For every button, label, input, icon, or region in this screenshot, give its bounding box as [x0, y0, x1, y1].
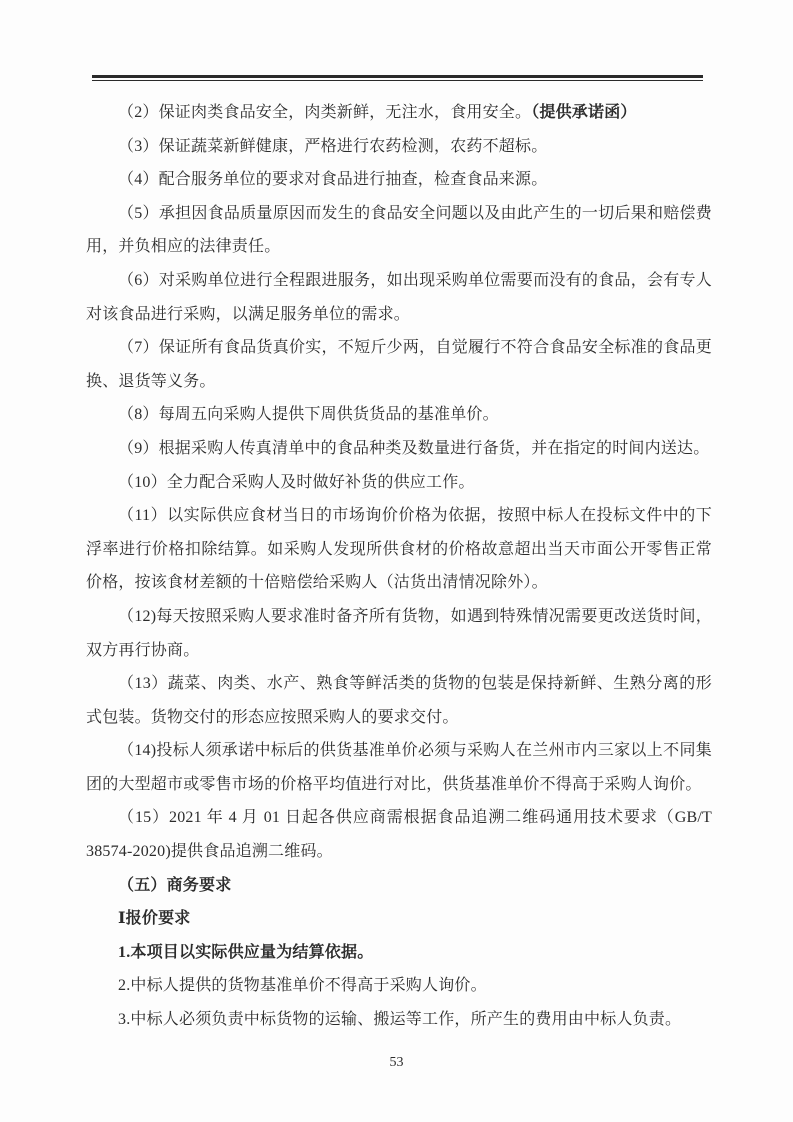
paragraph-1 — [86, 130, 712, 164]
paragraph-11 — [86, 667, 712, 734]
paragraph-run-bold: （五）商务要求 — [118, 876, 232, 894]
paragraph-run: （11）以实际供应食材当日的市场询价价格为依据，按照中标人在投标文件中的下浮率进行价格扣除结算。如采购人发现所供食材的价格故意超出当天市面公开零售正常价格，按该食材差额的十倍赔偿给采购人（沽货出清情况除外）。 — [86, 507, 712, 592]
paragraph-run: （13）蔬菜、肉类、水产、熟食等鲜活类的货物的包装是保持新鲜、生熟分离的形式包装。货物交付的形态应按照采购人的要求交付。 — [86, 675, 712, 726]
paragraph-run: 2.中标人提供的货物基准单价不得高于采购人询价。 — [118, 977, 487, 995]
paragraph-run: （14)投标人须承诺中标后的供货基准单价必须与采购人在兰州市内三家以上不同集团的大型超市或零售市场的价格平均值进行对比，供货基准单价不得高于采购人询价。 — [86, 742, 712, 793]
paragraph-2 — [86, 163, 712, 197]
paragraph-run: （4）配合服务单位的要求对食品进行抽查，检查食品来源。 — [118, 171, 548, 189]
paragraph-run: （7）保证所有食品货真价实，不短斤少两，自觉履行不符合食品安全标准的食品更换、退货等义务。 — [86, 339, 712, 390]
paragraph-run: （10）全力配合采购人及时做好补货的供应工作。 — [118, 473, 475, 491]
paragraph-run: （12)每天按照采购人要求准时备齐所有货物，如遇到特殊情况需要更改送货时间，双方再行协商。 — [86, 607, 712, 659]
paragraph-17 — [86, 969, 712, 1003]
paragraph-8 — [86, 466, 712, 500]
paragraph-12 — [86, 734, 712, 801]
paragraph-7 — [86, 432, 712, 466]
paragraph-run-bold: Ⅰ报价要求 — [118, 910, 191, 928]
paragraph-0 — [86, 96, 712, 130]
paragraph-16 — [86, 936, 712, 970]
paragraph-run: （15）2021 年 4 月 01 日起各供应商需根据食品追溯二维码通用技术要求（GB/T 38574-2020)提供食品追溯二维码。 — [86, 809, 712, 861]
paragraph-6 — [86, 398, 712, 432]
paragraph-15 — [86, 902, 712, 936]
paragraph-10 — [86, 600, 712, 667]
paragraph-14 — [86, 869, 712, 903]
paragraph-18 — [86, 1003, 712, 1037]
paragraph-run-bold: 1.本项目以实际供应量为结算依据。 — [118, 943, 374, 961]
paragraph-9 — [86, 499, 712, 600]
document-body — [86, 96, 712, 1037]
paragraph-13 — [86, 801, 712, 868]
paragraph-4 — [86, 264, 712, 331]
paragraph-run: （2）保证肉类食品安全，肉类新鲜，无注水，食用安全。 — [118, 104, 532, 121]
page-number: 53 — [389, 1055, 404, 1070]
paragraph-run: （8）每周五向采购人提供下周供货货品的基准单价。 — [118, 406, 499, 424]
paragraph-run-bold: （提供承诺函） — [531, 104, 637, 121]
header-double-rule — [92, 75, 703, 81]
paragraph-run: （3）保证蔬菜新鲜健康，严格进行农药检测，农药不超标。 — [118, 137, 548, 155]
paragraph-3 — [86, 197, 712, 264]
paragraph-5 — [86, 331, 712, 398]
paragraph-run: 3.中标人必须负责中标货物的运输、搬运等工作，所产生的费用由中标人负责。 — [118, 1011, 682, 1029]
paragraph-run: （9）根据采购人传真清单中的食品种类及数量进行备货，并在指定的时间内送达。 — [118, 439, 710, 457]
paragraph-run: （5）承担因食品质量原因而发生的食品安全问题以及由此产生的一切后果和赔偿费用，并负相应的法律责任。 — [86, 204, 712, 256]
paragraph-run: （6）对采购单位进行全程跟进服务，如出现采购单位需要而没有的食品，会有专人对该食品进行采购，以满足服务单位的需求。 — [86, 271, 712, 323]
